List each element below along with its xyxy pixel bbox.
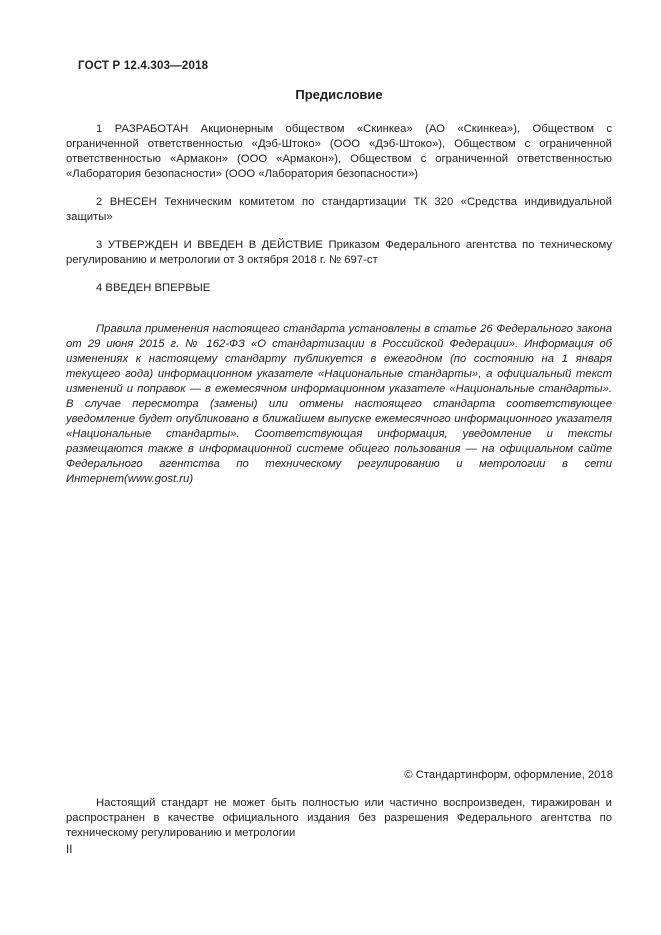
clause-developed: 1 РАЗРАБОТАН Акционерным обществом «Скинкеа» (АО «Скинкеа»), Обществом с ограниченной ответственностью «Дэб-Штоко» (ООО «Дэб-Штоко»), Обществом с ограниченной ответственностью «Армакон» (ООО «Армакон»), Обществом с ограниченной ответственностью «Лаборатория безопасности» (ООО «Лаборатория безопасности») xyxy=(66,123,612,180)
page-content xyxy=(66,59,612,487)
copyright-line: © Стандартинформ, оформление, 2018 xyxy=(404,769,613,781)
reproduction-notice: Настоящий стандарт не может быть полностью или частично воспроизведен, тиражирован и распространен в качестве официального издания без разрешения Федерального агентства по техническому регулированию и метрологии xyxy=(66,797,612,839)
legal-notice: Правила применения настоящего стандарта установлены в статье 26 Федерального закона от 29 июня 2015 г. № 162-ФЗ «О стандартизации в Российской Федерации». Информация об изменениях к настоящему стандарту публикуется в ежегодном (по состоянию на 1 января текущего года) информационном указателе «Национальные стандарты», а официальный текст изменений и поправок — в ежемесячном информационном указателе «Национальные стандарты». В случае пересмотра (замены) или отмены настоящего стандарта соответствующее уведомление будет опубликовано в ближайшем выпуске ежемесячного информационного указателя «Национальные стандарты». Соответствующая информация, уведомление и тексты размещаются также в информационной системе общего пользования — на официальном сайте Федерального агентства по техническому регулированию и метрологии в сети Интернет(www.gost.ru) xyxy=(66,323,612,485)
doc-code: ГОСТ Р 12.4.303—2018 xyxy=(78,60,209,72)
page-title: Предисловие xyxy=(295,87,383,102)
page-number: II xyxy=(66,844,73,856)
clause-first-introduced: 4 ВВЕДЕН ВПЕРВЫЕ xyxy=(96,282,211,294)
clause-approved: 3 УТВЕРЖДЕН И ВВЕДЕН В ДЕЙСТВИЕ Приказом Федерального агентства по техническому регулированию и метрологии от 3 октября 2018 г. № 697-ст xyxy=(66,239,612,266)
clause-submitted: 2 ВНЕСЕН Техническим комитетом по стандартизации ТК 320 «Средства индивидуальной защиты» xyxy=(66,196,612,223)
